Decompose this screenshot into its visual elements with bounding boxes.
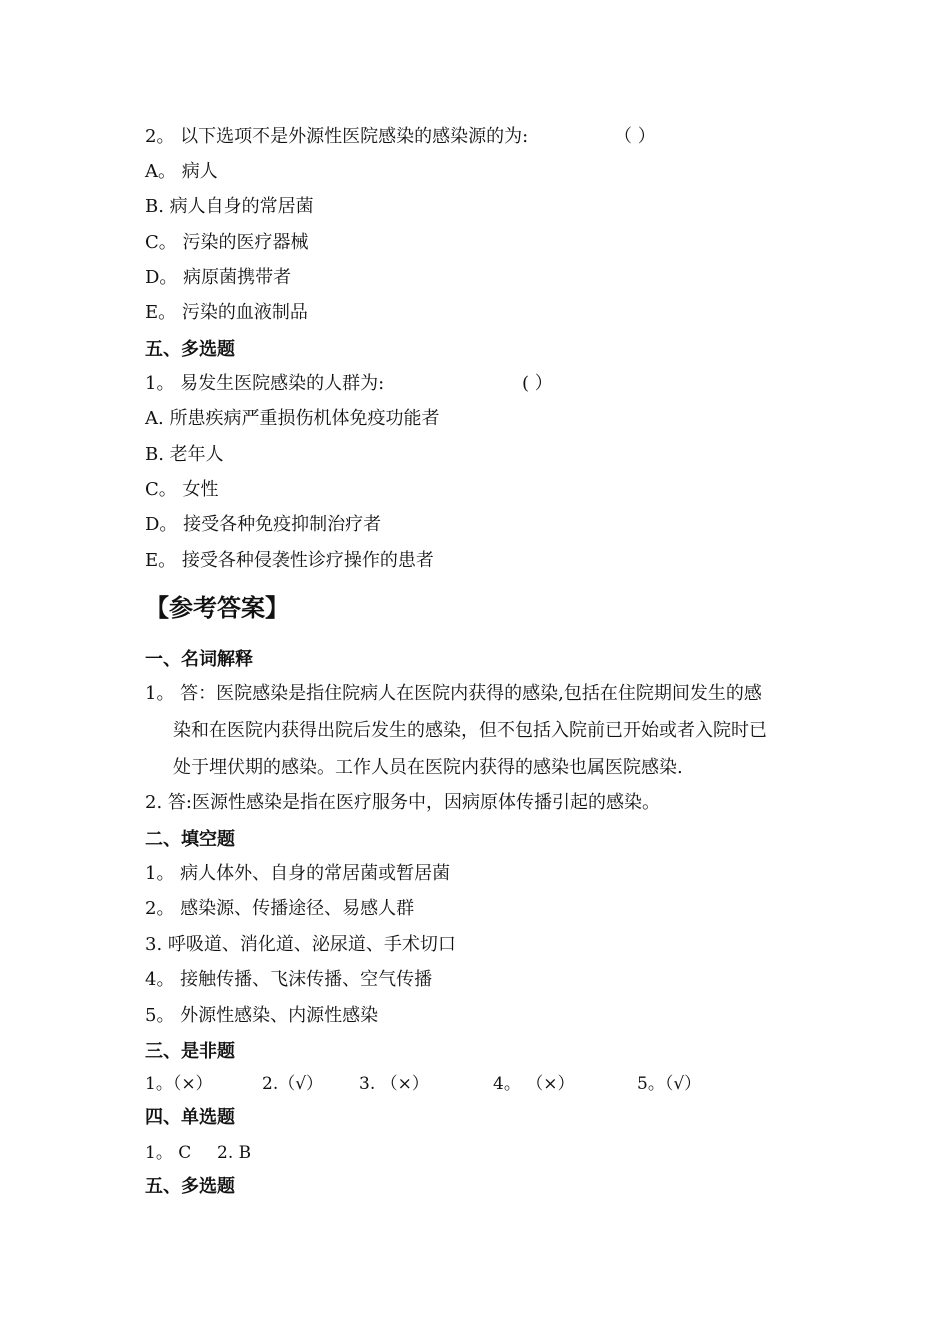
multi-question-1-option-d: D。 接受各种免疫抑制治疗者 [145,514,382,535]
answers-sec3-item-5: 5。（√） [637,1074,702,1094]
answers-sec1-a1-line2: 染和在医院内获得出院后发生的感染，但不包括入院前已开始或者入院时已 [173,720,767,741]
answers-sec3-item-2: 2.（√） [262,1074,324,1094]
answers-sec3-heading: 三、是非题 [145,1041,235,1062]
question-2-option-d: D。 病原菌携带者 [145,267,292,288]
answers-sec1-a1-line3: 处于埋伏期的感染。工作人员在医院内获得的感染也属医院感染. [173,757,683,778]
answers-sec2-item-3: 3. 呼吸道、消化道、泌尿道、手术切口 [145,934,456,955]
multi-question-1-option-c: C。 女性 [145,479,219,500]
section-multi-heading: 五、多选题 [145,339,235,360]
answers-title: 【参考答案】 [145,593,289,622]
answers-sec3-item-3: 3. （×） [359,1074,429,1094]
multi-question-1-option-b: B. 老年人 [145,444,224,465]
answers-sec3-item-1: 1。（×） [145,1074,213,1094]
multi-question-1-option-a: A. 所患疾病严重损伤机体免疫功能者 [145,408,440,429]
multi-question-1-option-e: E。 接受各种侵袭性诊疗操作的患者 [145,550,434,571]
question-2-answer-paren: （ ） [614,126,656,147]
answers-sec2-item-1: 1。 病人体外、自身的常居菌或暂居菌 [145,863,451,884]
answers-sec3-item-4: 4。 （×） [493,1074,575,1094]
multi-question-1-stem: 1。 易发生医院感染的人群为: [145,373,385,394]
answers-sec1-heading: 一、名词解释 [145,649,253,670]
answers-sec1-a1-line1: 1。 答：医院感染是指住院病人在医院内获得的感染,包括在住院期间发生的感 [145,683,762,704]
answers-sec2-heading: 二、填空题 [145,829,235,850]
question-2-option-c: C。 污染的医疗器械 [145,232,309,253]
answers-sec2-item-5: 5。 外源性感染、内源性感染 [145,1005,379,1026]
question-2-stem: 2。 以下选项不是外源性医院感染的感染源的为: [145,126,529,147]
answers-sec4-heading: 四、单选题 [145,1107,235,1128]
question-2-option-a: A。 病人 [145,161,218,182]
answers-sec2-item-4: 4。 接触传播、飞沫传播、空气传播 [145,969,433,990]
question-2-option-b: B. 病人自身的常居菌 [145,196,314,217]
answers-sec4-item-2: 2. B [217,1143,252,1163]
answers-sec1-a2: 2. 答:医源性感染是指在医疗服务中，因病原体传播引起的感染。 [145,792,660,813]
answers-sec2-item-2: 2。 感染源、传播途径、易感人群 [145,898,415,919]
multi-question-1-answer-paren: ( ） [522,373,553,394]
question-2-option-e: E。 污染的血液制品 [145,302,308,323]
answers-sec5-heading: 五、多选题 [145,1176,235,1197]
answers-sec4-item-1: 1。 C [145,1143,192,1163]
